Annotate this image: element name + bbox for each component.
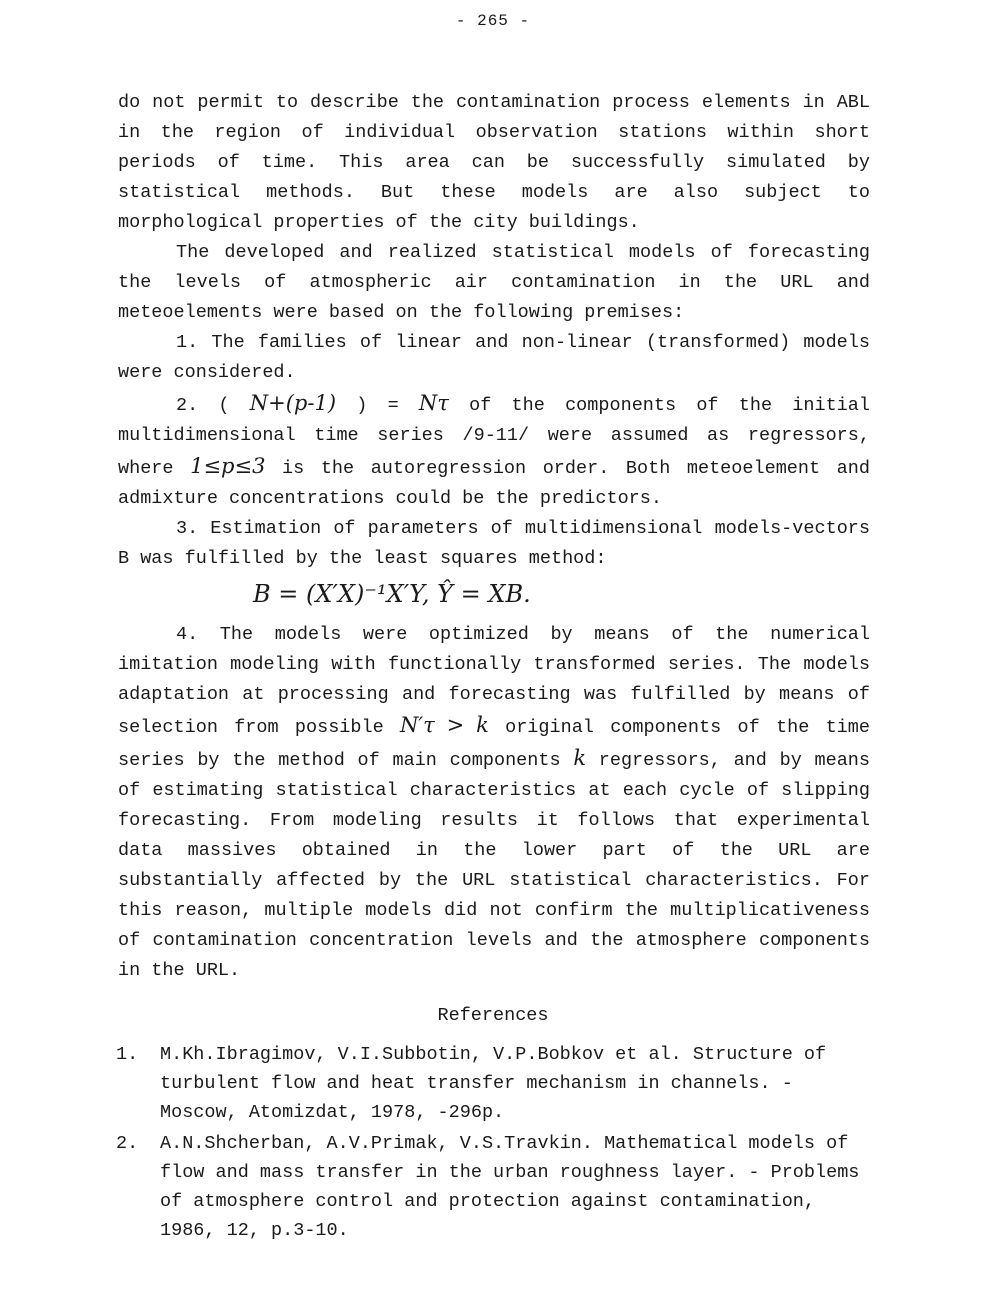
premise-4 <box>118 620 870 986</box>
premise-2-text-2: is the autoregression order. Both meteoelement and admixture concentrations could be the predictors. <box>118 458 870 509</box>
handwritten-result: Nτ <box>418 391 449 415</box>
premise-2 <box>118 388 870 514</box>
handwritten-k: k <box>573 746 587 770</box>
premise-2-middle: ) = <box>336 395 419 416</box>
reference-number: 1. <box>116 1044 139 1065</box>
references-list <box>116 1040 876 1247</box>
premise-4-text-2: original components of the time series by the method of main components <box>118 717 870 771</box>
handwritten-range: 1≤p≤3 <box>190 454 266 478</box>
main-text <box>118 88 870 986</box>
reference-item <box>116 1129 876 1245</box>
handwritten-term: N+(p-1) <box>249 391 337 415</box>
premise-1: 1. The families of linear and non-linear (transformed) models were considered. <box>118 332 870 383</box>
handwritten-inequality: N′τ > k <box>400 713 489 737</box>
premise-2-text-1: of the components of the initial multidimensional time series /9-11/ were assumed as regressors, where <box>118 395 870 479</box>
paragraph-premises-intro: The developed and realized statistical models of forecasting the levels of atmospheric air contamination in the URL and meteoelements were based on the following premises: <box>118 242 870 323</box>
premise-4-text-3: regressors, and by means of estimating statistical characteristics at each cycle of slipping forecasting. From modeling results it follows that experimental data massives obtained in the lower part of the URL are substantially affected by the URL statistical characteristics. For this reason, multiple models did not confirm the multiplicativeness of contamination concentration levels and the atmosphere components in the URL. <box>118 750 871 981</box>
references-heading: References <box>437 1005 549 1026</box>
paragraph-continuation: do not permit to describe the contamination process elements in ABL in the region of individual observation stations within short periods of time. This area can be successfully simulated by statistical methods. But these models are also subject to morphological properties of the city buildings. <box>118 92 870 233</box>
reference-item <box>116 1040 876 1127</box>
premise-3: 3. Estimation of parameters of multidimensional models-vectors B was fulfilled by the least squares method: <box>118 518 870 569</box>
reference-number: 2. <box>116 1133 139 1154</box>
premise-2-prefix: 2. ( <box>176 395 250 416</box>
reference-text: M.Kh.Ibragimov, V.I.Subbotin, V.P.Bobkov et al. Structure of turbulent flow and heat transfer mechanism in channels. - Moscow, Atomizdat, 1978, -296p. <box>160 1044 827 1123</box>
premise-4-text-1: 4. The models were optimized by means of the numerical imitation modeling with functionally transformed series. The models adaptation at processing and forecasting was fulfilled by means of selection from possible <box>118 624 870 738</box>
reference-text: A.N.Shcherban, A.V.Primak, V.S.Travkin. Mathematical models of flow and mass transfer in the urban roughness layer. - Problems of atmosphere control and protection against contamination, 1986, 12, p.3-10. <box>160 1133 860 1241</box>
page-number: - 265 - <box>455 12 531 30</box>
least-squares-equation: B = (X′X)⁻¹X′Y, Ŷ = XB. <box>253 580 531 608</box>
